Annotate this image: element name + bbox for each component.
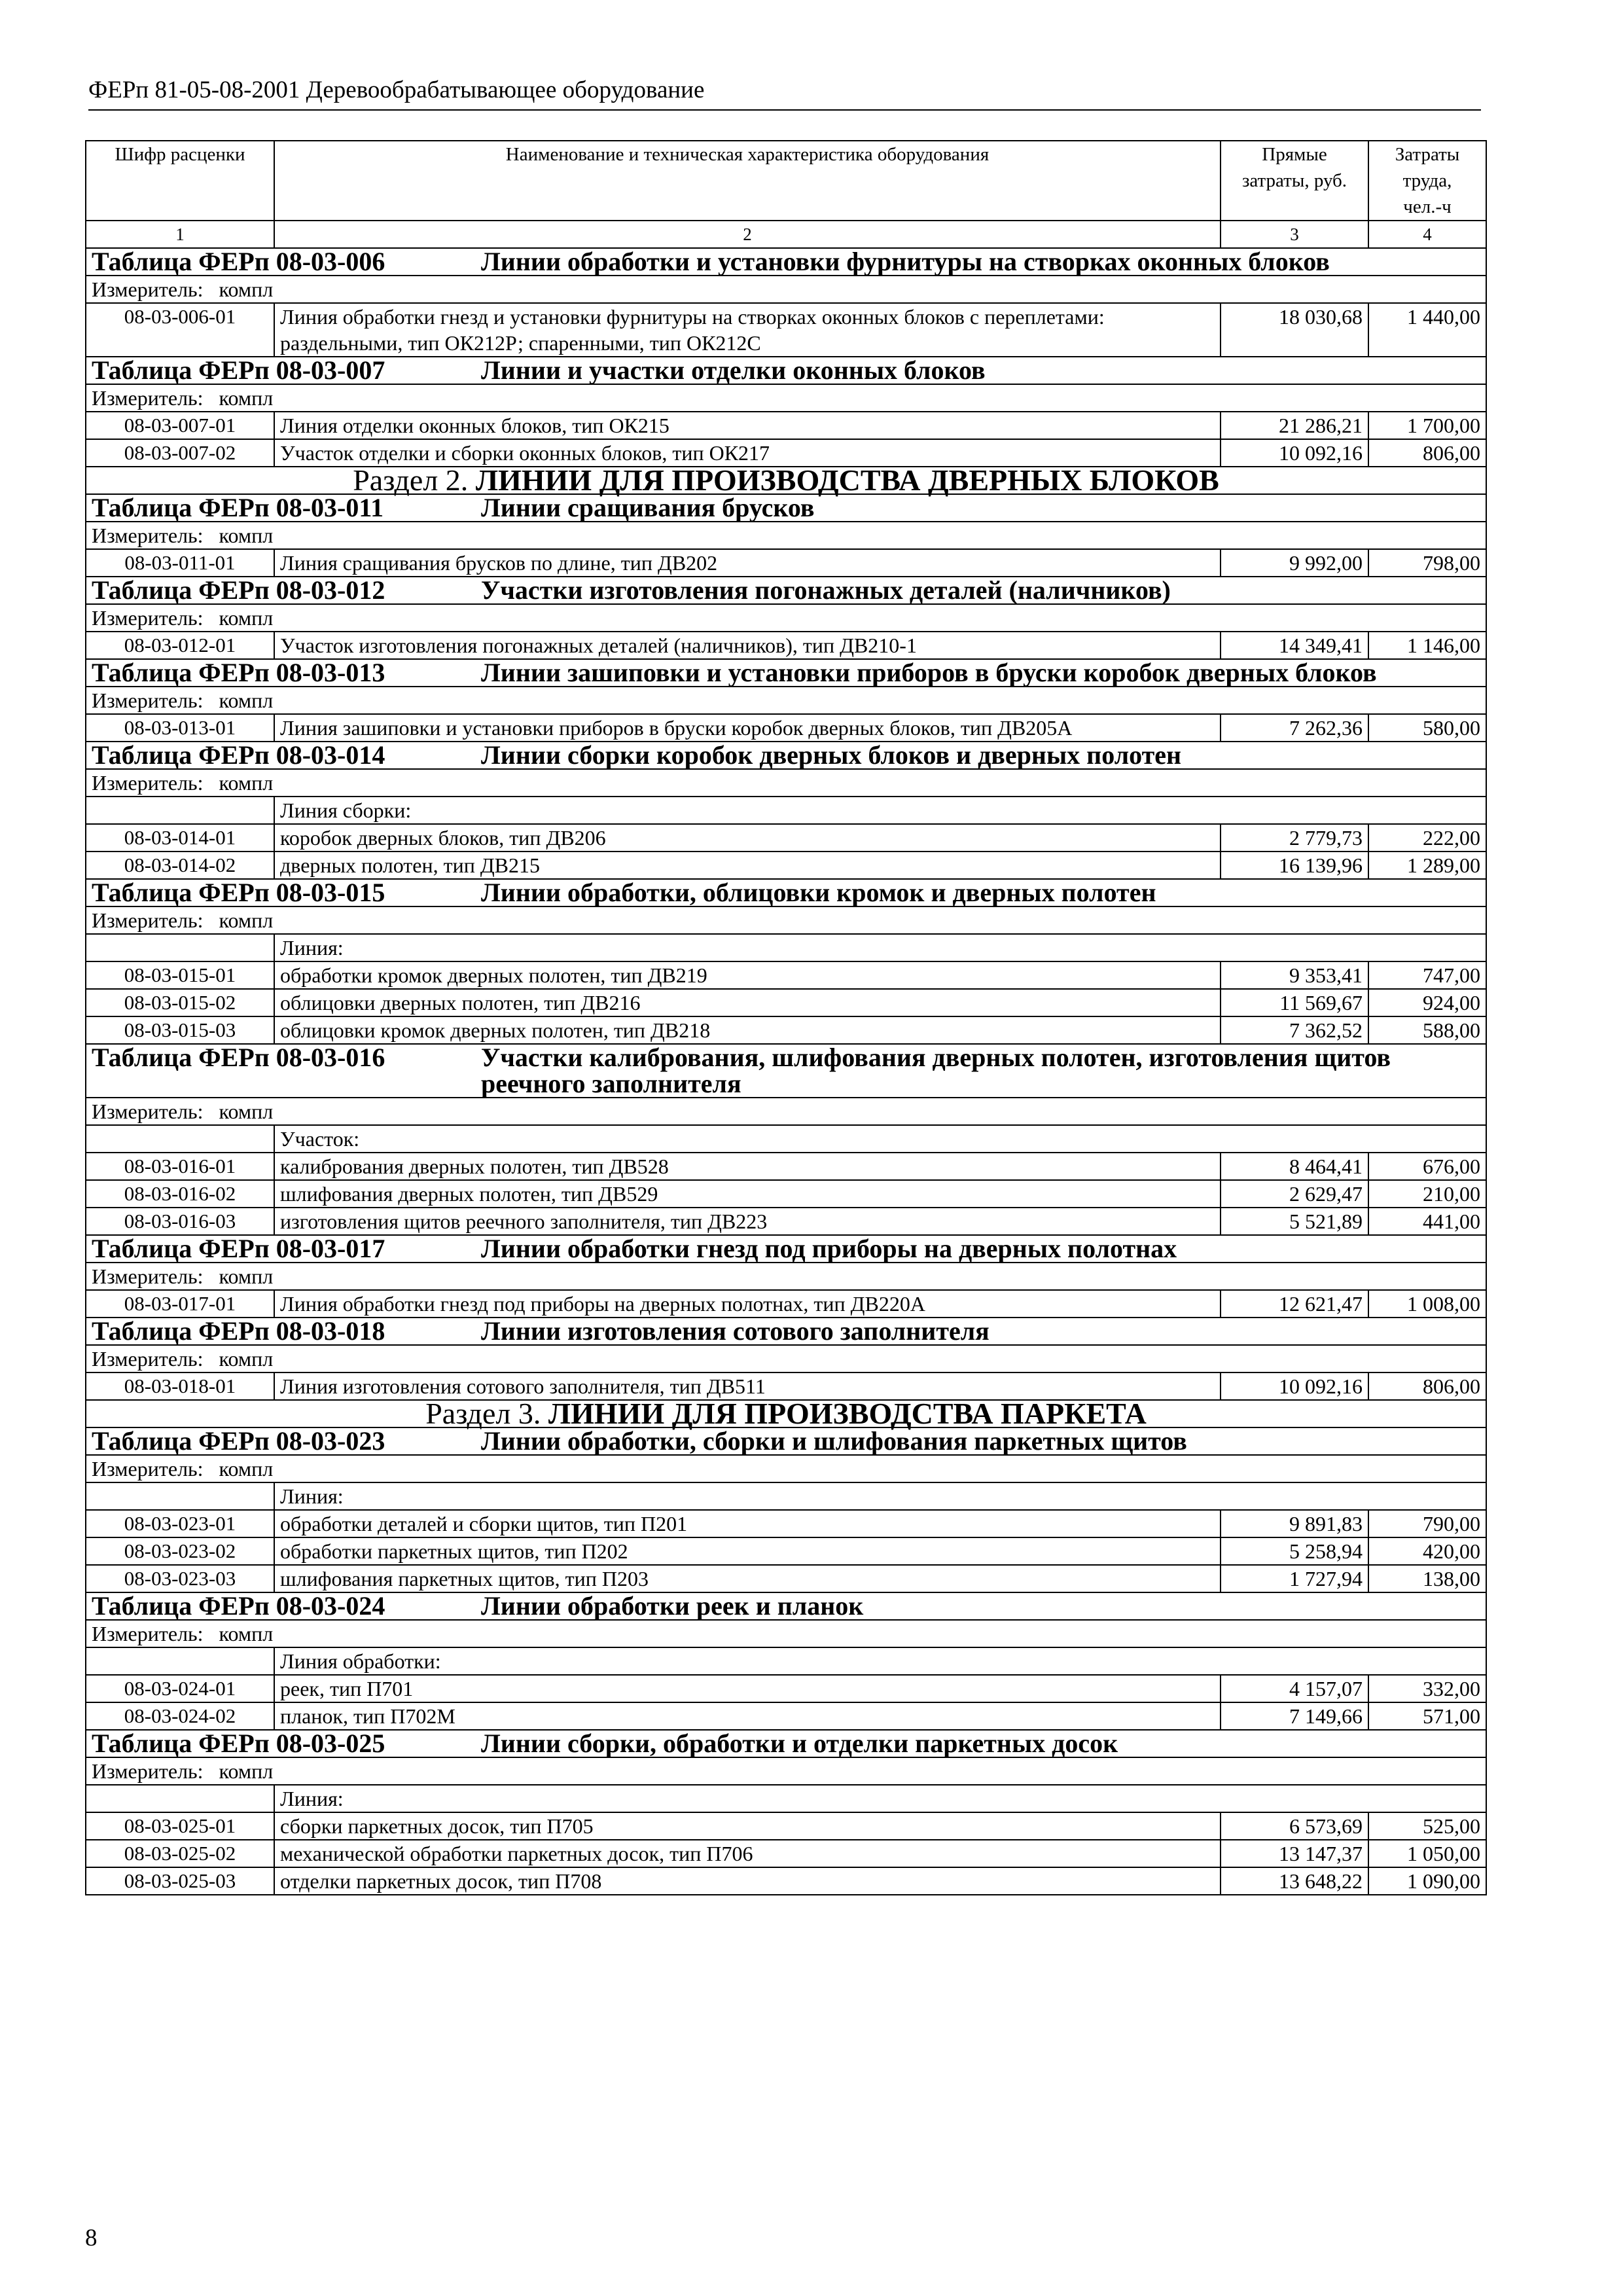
section-number: Раздел 3. (425, 1397, 541, 1430)
table-heading-row (86, 357, 1486, 384)
direct-cost: 1 727,94 (1221, 1565, 1368, 1592)
direct-cost: 11 569,67 (1221, 989, 1368, 1016)
measure-cell (86, 1098, 1486, 1125)
measure-row (86, 1263, 1486, 1290)
table-row (86, 1867, 1486, 1895)
labor-cost: 580,00 (1368, 714, 1486, 742)
equipment-name: Линия изготовления сотового заполнителя, тип ДВ511 (274, 1372, 1221, 1400)
section-heading (86, 463, 1486, 497)
measure-row (86, 1345, 1486, 1372)
subheading-text: Линия: (274, 934, 1486, 961)
table-row (86, 1565, 1486, 1592)
table-heading (92, 1236, 1480, 1262)
table-row (86, 1812, 1486, 1840)
measure-unit: компл (219, 689, 274, 712)
equipment-name: реек, тип П701 (274, 1675, 1221, 1702)
subheading-row (86, 1785, 1486, 1812)
equipment-name: обработки кромок дверных полотен, тип ДВ219 (274, 961, 1221, 989)
rate-code: 08-03-025-03 (86, 1867, 274, 1895)
table-number: Таблица ФЕРп 08-03-014 (92, 740, 385, 770)
labor-cost: 222,00 (1368, 824, 1486, 852)
measure-unit: компл (219, 386, 274, 410)
table-row (86, 961, 1486, 989)
table-row (86, 824, 1486, 852)
col-header-labor-line1: Затраты (1395, 144, 1460, 165)
measure-label: Измеритель: (92, 1622, 204, 1645)
measure-unit: компл (219, 278, 274, 301)
rate-code: 08-03-017-01 (86, 1290, 274, 1318)
table-title: Участки калибрования, шлифования дверных полотен, изготовления щитов реечного заполнителя (481, 1043, 1391, 1098)
measure-unit: компл (219, 908, 274, 932)
direct-cost: 8 464,41 (1221, 1153, 1368, 1180)
equipment-name: коробок дверных блоков, тип ДВ206 (274, 824, 1221, 852)
table-number: Таблица ФЕРп 08-03-016 (92, 1043, 385, 1072)
subheading-row (86, 934, 1486, 961)
table-row (86, 1702, 1486, 1730)
equipment-name: отделки паркетных досок, тип П708 (274, 1867, 1221, 1895)
direct-cost: 2 629,47 (1221, 1180, 1368, 1208)
measure-row (86, 1098, 1486, 1125)
document-title: ФЕРп 81-05-08-2001 Деревообрабатывающее оборудование (88, 77, 705, 103)
direct-cost: 13 648,22 (1221, 1867, 1368, 1895)
measure-cell (86, 384, 1486, 412)
table-row (86, 1016, 1486, 1044)
section-title: ЛИНИИ ДЛЯ ПРОИЗВОДСТВА ДВЕРНЫХ БЛОКОВ (475, 463, 1219, 497)
measure-unit: компл (219, 1265, 274, 1288)
rate-code: 08-03-016-02 (86, 1180, 274, 1208)
equipment-name: облицовки кромок дверных полотен, тип ДВ218 (274, 1016, 1221, 1044)
rate-code: 08-03-024-01 (86, 1675, 274, 1702)
col-header-name: Наименование и техническая характеристика оборудования (274, 141, 1221, 221)
measure-row (86, 384, 1486, 412)
direct-cost: 7 262,36 (1221, 714, 1368, 742)
table-title: Линии обработки, облицовки кромок и дверных полотен (481, 878, 1156, 907)
col-num-4: 4 (1368, 221, 1486, 248)
table-row (86, 989, 1486, 1016)
table-title: Линии изготовления сотового заполнителя (481, 1316, 990, 1346)
direct-cost: 7 362,52 (1221, 1016, 1368, 1044)
table-number: Таблица ФЕРп 08-03-025 (92, 1729, 385, 1758)
labor-cost: 332,00 (1368, 1675, 1486, 1702)
labor-cost: 441,00 (1368, 1208, 1486, 1235)
measure-unit: компл (219, 524, 274, 547)
measure-unit: компл (219, 606, 274, 630)
measure-label: Измеритель: (92, 771, 204, 795)
direct-cost: 7 149,66 (1221, 1702, 1368, 1730)
table-number: Таблица ФЕРп 08-03-007 (92, 355, 385, 385)
measure-cell (86, 769, 1486, 797)
equipment-name: облицовки дверных полотен, тип ДВ216 (274, 989, 1221, 1016)
rate-code: 08-03-025-02 (86, 1840, 274, 1867)
direct-cost: 10 092,16 (1221, 439, 1368, 467)
table-heading-cell (86, 1318, 1486, 1345)
labor-cost: 676,00 (1368, 1153, 1486, 1180)
rate-code: 08-03-015-02 (86, 989, 274, 1016)
rate-code: 08-03-015-01 (86, 961, 274, 989)
measure-cell (86, 604, 1486, 632)
table-row (86, 1180, 1486, 1208)
table-row (86, 1153, 1486, 1180)
table-number: Таблица ФЕРп 08-03-011 (92, 493, 384, 522)
labor-cost: 138,00 (1368, 1565, 1486, 1592)
table-number: Таблица ФЕРп 08-03-013 (92, 658, 385, 687)
table-title: Линии сборки коробок дверных блоков и дверных полотен (481, 740, 1182, 770)
col-num-3: 3 (1221, 221, 1368, 248)
measure-row (86, 906, 1486, 934)
table-heading-row (86, 879, 1486, 906)
table-heading (92, 495, 1480, 521)
table-heading-cell (86, 879, 1486, 906)
rate-code: 08-03-018-01 (86, 1372, 274, 1400)
equipment-name: изготовления щитов реечного заполнителя, тип ДВ223 (274, 1208, 1221, 1235)
table-heading-cell (86, 659, 1486, 687)
table-row (86, 852, 1486, 879)
table-title: Линии сборки, обработки и отделки паркетных досок (481, 1729, 1118, 1758)
measure-row (86, 1620, 1486, 1647)
table-heading-row (86, 742, 1486, 769)
direct-cost: 4 157,07 (1221, 1675, 1368, 1702)
table-number: Таблица ФЕРп 08-03-012 (92, 575, 385, 605)
measure-cell (86, 276, 1486, 303)
direct-cost: 6 573,69 (1221, 1812, 1368, 1840)
table-heading-cell (86, 577, 1486, 604)
rate-code: 08-03-016-03 (86, 1208, 274, 1235)
col-header-labor (1368, 141, 1486, 221)
equipment-name: Участок отделки и сборки оконных блоков, тип ОК217 (274, 439, 1221, 467)
labor-cost: 1 440,00 (1368, 303, 1486, 357)
table-row (86, 549, 1486, 577)
section-title: ЛИНИИ ДЛЯ ПРОИЗВОДСТВА ПАРКЕТА (548, 1397, 1147, 1430)
direct-cost: 9 891,83 (1221, 1510, 1368, 1537)
subheading-row (86, 1482, 1486, 1510)
table-row (86, 714, 1486, 742)
column-number-row (86, 221, 1486, 248)
subheading-text: Участок: (274, 1125, 1486, 1153)
labor-cost: 798,00 (1368, 549, 1486, 577)
measure-row (86, 1757, 1486, 1785)
rate-code: 08-03-012-01 (86, 632, 274, 659)
measure-unit: компл (219, 1347, 274, 1371)
rates-table (85, 140, 1487, 1895)
table-number: Таблица ФЕРп 08-03-006 (92, 247, 385, 276)
table-row (86, 439, 1486, 467)
rate-code: 08-03-006-01 (86, 303, 274, 357)
table-heading-cell (86, 357, 1486, 384)
measure-cell (86, 1757, 1486, 1785)
table-title: Линии сращивания брусков (481, 493, 815, 522)
table-heading (92, 357, 1480, 384)
direct-cost: 18 030,68 (1221, 303, 1368, 357)
measure-label: Измеритель: (92, 1759, 204, 1783)
rate-code: 08-03-007-01 (86, 412, 274, 439)
measure-unit: компл (219, 771, 274, 795)
table-row (86, 1372, 1486, 1400)
rate-code: 08-03-007-02 (86, 439, 274, 467)
measure-cell (86, 1455, 1486, 1482)
equipment-name: шлифования паркетных щитов, тип П203 (274, 1565, 1221, 1592)
table-heading (92, 660, 1480, 686)
rate-code: 08-03-025-01 (86, 1812, 274, 1840)
table-heading-row (86, 494, 1486, 522)
table-row (86, 1675, 1486, 1702)
table-heading (92, 1731, 1480, 1757)
measure-row (86, 604, 1486, 632)
equipment-name: Линия сращивания брусков по длине, тип ДВ202 (274, 549, 1221, 577)
table-row (86, 303, 1486, 357)
direct-cost: 10 092,16 (1221, 1372, 1368, 1400)
table-title: Линии обработки и установки фурнитуры на створках оконных блоков (481, 247, 1330, 276)
measure-row (86, 687, 1486, 714)
direct-cost: 9 353,41 (1221, 961, 1368, 989)
table-title: Линии обработки реек и планок (481, 1591, 864, 1621)
col-num-1: 1 (86, 221, 274, 248)
col-header-code: Шифр расценки (86, 141, 274, 221)
table-heading-row (86, 1427, 1486, 1455)
table-heading-row (86, 1235, 1486, 1263)
table-row (86, 1840, 1486, 1867)
measure-cell (86, 687, 1486, 714)
col-header-labor-line2: труда, (1402, 170, 1452, 191)
table-heading (92, 1428, 1480, 1454)
table-heading-row (86, 577, 1486, 604)
table-row (86, 1290, 1486, 1318)
labor-cost: 210,00 (1368, 1180, 1486, 1208)
table-number: Таблица ФЕРп 08-03-015 (92, 878, 385, 907)
measure-row (86, 276, 1486, 303)
direct-cost: 12 621,47 (1221, 1290, 1368, 1318)
table-title: Линии и участки отделки оконных блоков (481, 355, 986, 385)
table-heading-cell (86, 1592, 1486, 1620)
rate-code: 08-03-024-02 (86, 1702, 274, 1730)
measure-unit: компл (219, 1100, 274, 1123)
table-heading-cell (86, 1730, 1486, 1757)
table-number: Таблица ФЕРп 08-03-024 (92, 1591, 385, 1621)
table-heading-row (86, 248, 1486, 276)
labor-cost: 588,00 (1368, 1016, 1486, 1044)
subheading-code-cell (86, 1785, 274, 1812)
rate-code: 08-03-015-03 (86, 1016, 274, 1044)
measure-label: Измеритель: (92, 386, 204, 410)
measure-label: Измеритель: (92, 1100, 204, 1123)
section-heading (86, 1397, 1486, 1430)
section-row (86, 467, 1486, 494)
table-row (86, 412, 1486, 439)
direct-cost: 2 779,73 (1221, 824, 1368, 852)
labor-cost: 806,00 (1368, 439, 1486, 467)
col-header-cost-line2: затраты, руб. (1241, 170, 1347, 191)
rate-code: 08-03-023-02 (86, 1537, 274, 1565)
equipment-name: планок, тип П702М (274, 1702, 1221, 1730)
subheading-code-cell (86, 1482, 274, 1510)
equipment-name: Линия обработки гнезд под приборы на дверных полотнах, тип ДВ220А (274, 1290, 1221, 1318)
direct-cost: 16 139,96 (1221, 852, 1368, 879)
rate-code: 08-03-016-01 (86, 1153, 274, 1180)
table-heading (92, 1318, 1480, 1344)
table-number: Таблица ФЕРп 08-03-017 (92, 1234, 385, 1263)
table-heading-row (86, 1592, 1486, 1620)
rate-code: 08-03-013-01 (86, 714, 274, 742)
measure-label: Измеритель: (92, 278, 204, 301)
labor-cost: 525,00 (1368, 1812, 1486, 1840)
labor-cost: 924,00 (1368, 989, 1486, 1016)
table-row (86, 1537, 1486, 1565)
subheading-text: Линия: (274, 1482, 1486, 1510)
equipment-name: Линия отделки оконных блоков, тип ОК215 (274, 412, 1221, 439)
page-header (88, 76, 1481, 111)
table-heading-row (86, 1044, 1486, 1098)
subheading-code-cell (86, 797, 274, 824)
col-header-cost (1221, 141, 1368, 221)
equipment-name: Линия зашиповки и установки приборов в бруски коробок дверных блоков, тип ДВ205А (274, 714, 1221, 742)
measure-cell (86, 522, 1486, 549)
table-number: Таблица ФЕРп 08-03-018 (92, 1316, 385, 1346)
labor-cost: 571,00 (1368, 1702, 1486, 1730)
equipment-name: дверных полотен, тип ДВ215 (274, 852, 1221, 879)
labor-cost: 790,00 (1368, 1510, 1486, 1537)
page-number: 8 (85, 2225, 98, 2251)
equipment-name: шлифования дверных полотен, тип ДВ529 (274, 1180, 1221, 1208)
measure-row (86, 522, 1486, 549)
measure-label: Измеритель: (92, 524, 204, 547)
subheading-row (86, 1125, 1486, 1153)
rate-code: 08-03-014-02 (86, 852, 274, 879)
table-heading (92, 577, 1480, 603)
direct-cost: 21 286,21 (1221, 412, 1368, 439)
table-title: Линии зашиповки и установки приборов в бруски коробок дверных блоков (481, 658, 1377, 687)
table-body (86, 248, 1486, 1895)
equipment-name: калибрования дверных полотен, тип ДВ528 (274, 1153, 1221, 1180)
table-row (86, 1510, 1486, 1537)
col-header-labor-line3: чел.-ч (1403, 196, 1452, 217)
direct-cost: 5 258,94 (1221, 1537, 1368, 1565)
equipment-name: Участок изготовления погонажных деталей (наличников), тип ДВ210-1 (274, 632, 1221, 659)
equipment-name: сборки паркетных досок, тип П705 (274, 1812, 1221, 1840)
measure-unit: компл (219, 1622, 274, 1645)
equipment-name: механической обработки паркетных досок, тип П706 (274, 1840, 1221, 1867)
rate-code: 08-03-011-01 (86, 549, 274, 577)
labor-cost: 1 146,00 (1368, 632, 1486, 659)
table-heading-cell (86, 1044, 1486, 1098)
subheading-text: Линия сборки: (274, 797, 1486, 824)
direct-cost: 14 349,41 (1221, 632, 1368, 659)
measure-label: Измеритель: (92, 1265, 204, 1288)
measure-unit: компл (219, 1457, 274, 1480)
measure-label: Измеритель: (92, 689, 204, 712)
direct-cost: 13 147,37 (1221, 1840, 1368, 1867)
table-heading-cell (86, 1235, 1486, 1263)
labor-cost: 1 008,00 (1368, 1290, 1486, 1318)
equipment-name: обработки деталей и сборки щитов, тип П201 (274, 1510, 1221, 1537)
table-heading-row (86, 659, 1486, 687)
subheading-row (86, 797, 1486, 824)
labor-cost: 1 289,00 (1368, 852, 1486, 879)
labor-cost: 420,00 (1368, 1537, 1486, 1565)
col-num-2: 2 (274, 221, 1221, 248)
table-heading-cell (86, 1427, 1486, 1455)
table-heading-row (86, 1318, 1486, 1345)
subheading-code-cell (86, 934, 274, 961)
labor-cost: 1 700,00 (1368, 412, 1486, 439)
direct-cost: 5 521,89 (1221, 1208, 1368, 1235)
subheading-text: Линия обработки: (274, 1647, 1486, 1675)
table-heading (92, 249, 1480, 275)
table-title: Участки изготовления погонажных деталей (наличников) (481, 575, 1171, 605)
table-heading (92, 880, 1480, 906)
equipment-name: обработки паркетных щитов, тип П202 (274, 1537, 1221, 1565)
table-row (86, 1208, 1486, 1235)
table-row (86, 632, 1486, 659)
labor-cost: 1 050,00 (1368, 1840, 1486, 1867)
measure-label: Измеритель: (92, 908, 204, 932)
rate-code: 08-03-023-01 (86, 1510, 274, 1537)
table-heading-cell (86, 742, 1486, 769)
measure-cell (86, 1263, 1486, 1290)
table-heading (92, 1593, 1480, 1619)
col-header-cost-line1: Прямые (1262, 144, 1327, 165)
subheading-row (86, 1647, 1486, 1675)
table-heading (92, 742, 1480, 768)
labor-cost: 1 090,00 (1368, 1867, 1486, 1895)
measure-label: Измеритель: (92, 606, 204, 630)
subheading-code-cell (86, 1125, 274, 1153)
direct-cost: 9 992,00 (1221, 549, 1368, 577)
measure-cell (86, 1620, 1486, 1647)
labor-cost: 747,00 (1368, 961, 1486, 989)
section-number: Раздел 2. (353, 463, 469, 497)
table-heading-row (86, 1730, 1486, 1757)
measure-row (86, 1455, 1486, 1482)
labor-cost: 806,00 (1368, 1372, 1486, 1400)
equipment-name: Линия обработки гнезд и установки фурнитуры на створках оконных блоков с переплетами: раздельными, тип ОК212Р; спаренными, тип ОК212С (274, 303, 1221, 357)
table-title: Линии обработки, сборки и шлифования паркетных щитов (481, 1426, 1187, 1456)
measure-label: Измеритель: (92, 1457, 204, 1480)
table-number: Таблица ФЕРп 08-03-023 (92, 1426, 385, 1456)
subheading-code-cell (86, 1647, 274, 1675)
table-heading (92, 1045, 1480, 1097)
table-header-row (86, 141, 1486, 221)
rate-code: 08-03-023-03 (86, 1565, 274, 1592)
table-heading-cell (86, 248, 1486, 276)
rate-code: 08-03-014-01 (86, 824, 274, 852)
subheading-text: Линия: (274, 1785, 1486, 1812)
section-row (86, 1400, 1486, 1427)
measure-label: Измеритель: (92, 1347, 204, 1371)
measure-cell (86, 1345, 1486, 1372)
table-heading-cell (86, 494, 1486, 522)
measure-cell (86, 906, 1486, 934)
measure-row (86, 769, 1486, 797)
measure-unit: компл (219, 1759, 274, 1783)
table-title: Линии обработки гнезд под приборы на дверных полотнах (481, 1234, 1177, 1263)
